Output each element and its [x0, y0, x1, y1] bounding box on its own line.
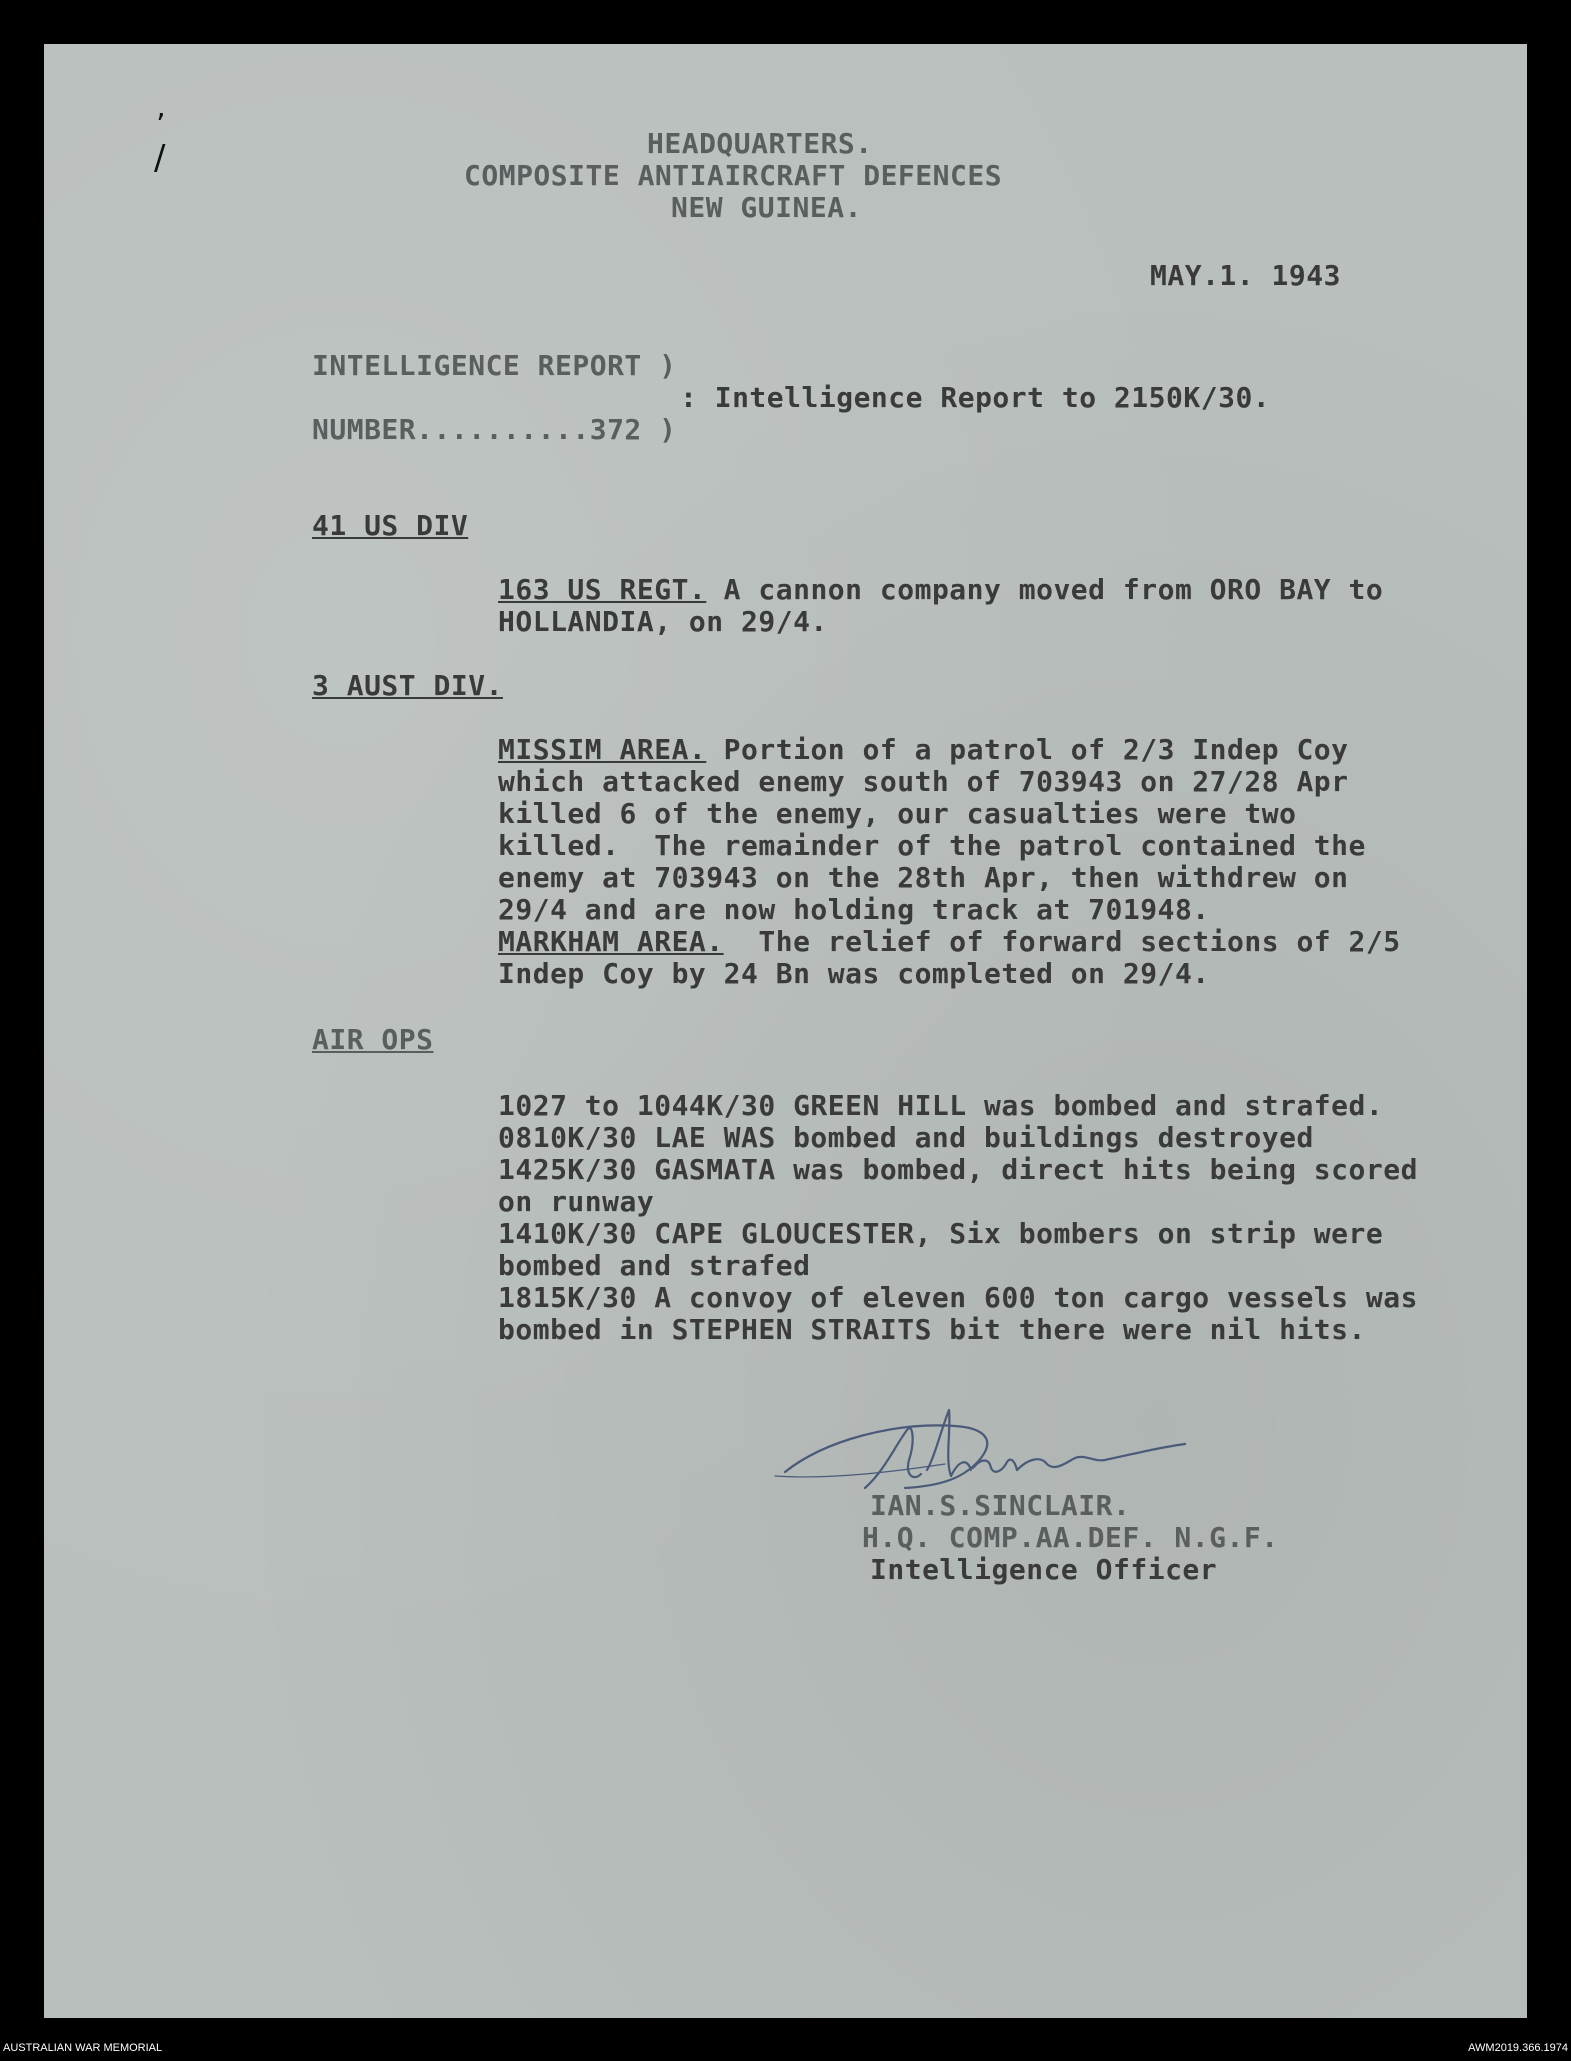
missim-line-1: Portion of a patrol of 2/3 Indep Coy [706, 733, 1349, 766]
missim-area-lead: MISSIM AREA. [498, 733, 707, 766]
header-line-1: HEADQUARTERS. [647, 127, 873, 160]
report-subject: : Intelligence Report to 2150K/30. [680, 381, 1271, 414]
signatory-name: IAN.S.SINCLAIR. [870, 1489, 1131, 1522]
header-line-2: COMPOSITE ANTIAIRCRAFT DEFENCES [464, 159, 1003, 192]
air-ops-line: on runway [498, 1185, 655, 1218]
air-ops-line: 1027 to 1044K/30 GREEN HILL was bombed and strafed. [498, 1089, 1384, 1122]
section-heading-air-ops: AIR OPS [312, 1023, 434, 1056]
missim-paragraph [498, 734, 1349, 765]
footer-archive-name: AUSTRALIAN WAR MEMORIAL [3, 2042, 163, 2054]
missim-line: killed. The remainder of the patrol contained the [498, 829, 1366, 862]
missim-line: which attacked enemy south of 703943 on 27/28 Apr [498, 765, 1349, 798]
margin-mark-slash: / [154, 138, 166, 178]
air-ops-line: bombed in STEPHEN STRAITS bit there were nil hits. [498, 1313, 1366, 1346]
report-date: MAY.1. 1943 [1150, 259, 1341, 292]
header-line-3: NEW GUINEA. [671, 191, 862, 224]
air-ops-line: 1425K/30 GASMATA was bombed, direct hits being scored [498, 1153, 1418, 1186]
us-div-line-1: A cannon company moved from ORO BAY to [706, 573, 1384, 606]
section-heading-us-div: 41 US DIV [312, 509, 469, 542]
handwritten-signature [745, 1400, 1225, 1500]
signatory-title: Intelligence Officer [870, 1553, 1218, 1586]
missim-line: killed 6 of the enemy, our casualties were two [498, 797, 1297, 830]
markham-area-lead: MARKHAM AREA. [498, 925, 724, 958]
markham-line-2: Indep Coy by 24 Bn was completed on 29/4. [498, 957, 1210, 990]
footer-item-id: AWM2019.366.1974 [1468, 2042, 1568, 2054]
air-ops-line: 1815K/30 A convoy of eleven 600 ton cargo vessels was [498, 1281, 1418, 1314]
markham-line-1: The relief of forward sections of 2/5 [723, 925, 1401, 958]
missim-line: 29/4 and are now holding track at 701948. [498, 893, 1210, 926]
air-ops-line: 1410K/30 CAPE GLOUCESTER, Six bombers on strip were [498, 1217, 1384, 1250]
us-regt-lead: 163 US REGT. [498, 573, 707, 606]
markham-paragraph [498, 926, 1401, 957]
us-div-paragraph [498, 574, 1383, 605]
air-ops-line: 0810K/30 LAE WAS bombed and buildings destroyed [498, 1121, 1314, 1154]
missim-line: enemy at 703943 on the 28th Apr, then withdrew on [498, 861, 1349, 894]
air-ops-line: bombed and strafed [498, 1249, 811, 1282]
us-div-line-2: HOLLANDIA, on 29/4. [498, 605, 828, 638]
signatory-unit: H.Q. COMP.AA.DEF. N.G.F. [862, 1521, 1279, 1554]
section-heading-aust-div: 3 AUST DIV. [312, 669, 503, 702]
report-number: NUMBER..........372 ) [312, 413, 677, 446]
report-label: INTELLIGENCE REPORT ) [312, 349, 677, 382]
document-page [44, 44, 1527, 2018]
margin-mark: ’ [156, 108, 166, 143]
